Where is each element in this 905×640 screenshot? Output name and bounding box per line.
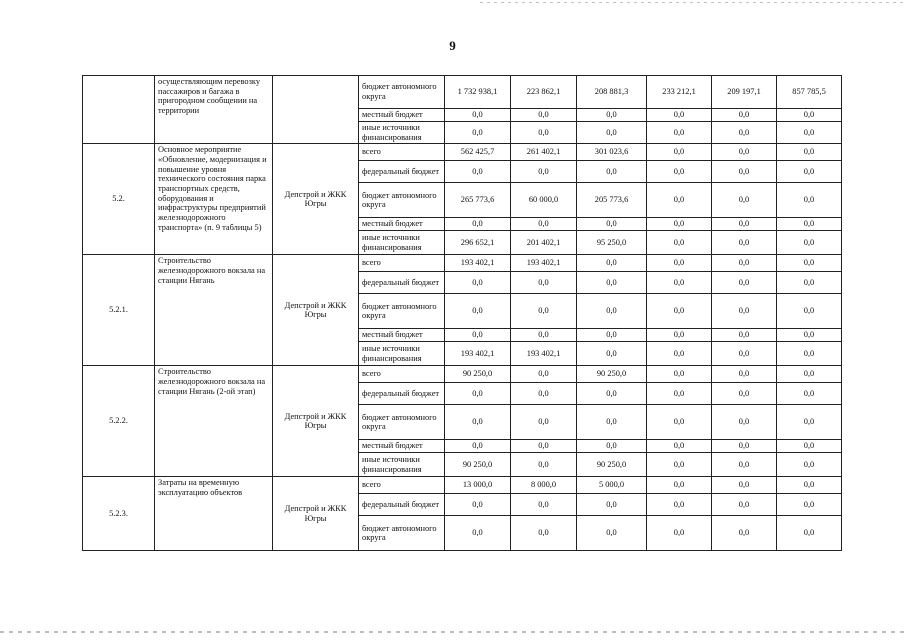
funding-source: иные источники финансирования (359, 342, 445, 366)
funding-value: 0,0 (647, 477, 712, 494)
funding-value: 0,0 (712, 440, 777, 453)
funding-source: федеральный бюджет (359, 383, 445, 405)
funding-value: 296 652,1 (445, 231, 511, 255)
funding-source: иные источники финансирования (359, 122, 445, 144)
funding-value: 0,0 (511, 272, 577, 294)
funding-value: 0,0 (777, 272, 842, 294)
funding-source: иные источники финансирования (359, 453, 445, 477)
funding-value: 0,0 (647, 122, 712, 144)
funding-value: 13 000,0 (445, 477, 511, 494)
funding-value: 0,0 (511, 218, 577, 231)
funding-value: 0,0 (712, 144, 777, 161)
funding-value: 0,0 (777, 366, 842, 383)
responsible-executor: Депстрой и ЖКК Югры (273, 366, 359, 477)
funding-value: 0,0 (647, 144, 712, 161)
funding-value: 0,0 (445, 122, 511, 144)
funding-value: 0,0 (445, 440, 511, 453)
funding-value: 0,0 (647, 342, 712, 366)
funding-value: 0,0 (647, 453, 712, 477)
funding-value: 193 402,1 (445, 342, 511, 366)
funding-value: 0,0 (647, 255, 712, 272)
funding-value: 60 000,0 (511, 183, 577, 218)
funding-value: 201 402,1 (511, 231, 577, 255)
funding-value: 90 250,0 (445, 366, 511, 383)
funding-value: 0,0 (647, 366, 712, 383)
funding-value: 0,0 (712, 255, 777, 272)
funding-value: 0,0 (712, 453, 777, 477)
funding-value: 0,0 (712, 218, 777, 231)
funding-value: 205 773,6 (577, 183, 647, 218)
funding-value: 0,0 (445, 516, 511, 551)
responsible-executor: Депстрой и ЖКК Югры (273, 255, 359, 366)
funding-value: 0,0 (712, 477, 777, 494)
funding-value: 0,0 (777, 516, 842, 551)
funding-source: федеральный бюджет (359, 272, 445, 294)
funding-value: 193 402,1 (511, 342, 577, 366)
funding-source: федеральный бюджет (359, 161, 445, 183)
funding-value: 0,0 (647, 516, 712, 551)
funding-value: 0,0 (445, 494, 511, 516)
funding-value: 0,0 (777, 342, 842, 366)
funding-value: 0,0 (511, 453, 577, 477)
funding-source: всего (359, 477, 445, 494)
funding-value: 0,0 (577, 516, 647, 551)
funding-value: 193 402,1 (445, 255, 511, 272)
funding-value: 0,0 (712, 294, 777, 329)
funding-value: 233 212,1 (647, 76, 712, 109)
funding-value: 0,0 (647, 272, 712, 294)
funding-value: 0,0 (577, 383, 647, 405)
funding-value: 0,0 (712, 231, 777, 255)
funding-value: 0,0 (712, 366, 777, 383)
funding-value: 0,0 (647, 329, 712, 342)
funding-value: 0,0 (712, 122, 777, 144)
funding-value: 0,0 (445, 405, 511, 440)
table-row (83, 366, 842, 383)
funding-value: 0,0 (445, 161, 511, 183)
funding-value: 261 402,1 (511, 144, 577, 161)
funding-source: иные источники финансирования (359, 231, 445, 255)
funding-value: 0,0 (577, 218, 647, 231)
funding-value: 0,0 (647, 183, 712, 218)
funding-value: 0,0 (712, 183, 777, 218)
table-row (83, 76, 842, 109)
funding-value: 301 023,6 (577, 144, 647, 161)
measure-description: осуществляющим перевозку пассажиров и багажа в пригородном сообщении на территории (155, 76, 273, 144)
funding-value: 0,0 (577, 255, 647, 272)
measure-id: 5.2.3. (83, 477, 155, 551)
funding-source: местный бюджет (359, 329, 445, 342)
funding-value: 0,0 (577, 294, 647, 329)
funding-value: 0,0 (511, 122, 577, 144)
funding-value: 0,0 (777, 218, 842, 231)
measure-id: 5.2.1. (83, 255, 155, 366)
funding-value: 0,0 (712, 161, 777, 183)
funding-value: 0,0 (511, 294, 577, 329)
funding-value: 208 881,3 (577, 76, 647, 109)
funding-value: 0,0 (777, 122, 842, 144)
measure-description: Строительство железнодорожного вокзала на станции Нягань (155, 255, 273, 366)
table-row (83, 255, 842, 272)
funding-value: 0,0 (445, 329, 511, 342)
scan-artifact-top (480, 2, 905, 3)
funding-value: 0,0 (647, 161, 712, 183)
funding-value: 0,0 (712, 109, 777, 122)
funding-value: 8 000,0 (511, 477, 577, 494)
funding-value: 0,0 (511, 440, 577, 453)
funding-value: 1 732 938,1 (445, 76, 511, 109)
funding-value: 0,0 (647, 440, 712, 453)
funding-source: бюджет автономного округа (359, 183, 445, 218)
funding-value: 562 425,7 (445, 144, 511, 161)
funding-value: 223 862,1 (511, 76, 577, 109)
funding-value: 0,0 (511, 494, 577, 516)
responsible-executor: Депстрой и ЖКК Югры (273, 144, 359, 255)
funding-value: 857 785,5 (777, 76, 842, 109)
funding-value: 5 000,0 (577, 477, 647, 494)
funding-value: 0,0 (511, 109, 577, 122)
funding-value: 0,0 (647, 494, 712, 516)
funding-value: 0,0 (445, 109, 511, 122)
funding-value: 0,0 (647, 218, 712, 231)
funding-value: 0,0 (777, 383, 842, 405)
funding-value: 0,0 (577, 342, 647, 366)
funding-value: 0,0 (712, 405, 777, 440)
funding-source: всего (359, 366, 445, 383)
funding-value: 209 197,1 (712, 76, 777, 109)
table-row (83, 144, 842, 161)
funding-value: 0,0 (777, 144, 842, 161)
funding-value: 90 250,0 (577, 453, 647, 477)
funding-source: всего (359, 144, 445, 161)
measure-id (83, 76, 155, 144)
measure-description: Строительство железнодорожного вокзала на станции Нягань (2-ой этап) (155, 366, 273, 477)
funding-value: 0,0 (577, 494, 647, 516)
funding-value: 0,0 (511, 405, 577, 440)
measure-id: 5.2.2. (83, 366, 155, 477)
funding-value: 0,0 (712, 516, 777, 551)
funding-value: 0,0 (712, 494, 777, 516)
table-row (83, 477, 842, 494)
funding-value: 0,0 (647, 294, 712, 329)
funding-value: 0,0 (777, 477, 842, 494)
funding-value: 0,0 (647, 383, 712, 405)
funding-value: 193 402,1 (511, 255, 577, 272)
funding-value: 0,0 (511, 383, 577, 405)
funding-source: бюджет автономного округа (359, 294, 445, 329)
funding-value: 0,0 (777, 183, 842, 218)
funding-source: бюджет автономного округа (359, 405, 445, 440)
funding-source: местный бюджет (359, 109, 445, 122)
funding-value: 0,0 (445, 383, 511, 405)
funding-value: 0,0 (712, 272, 777, 294)
funding-value: 0,0 (777, 255, 842, 272)
funding-value: 0,0 (577, 405, 647, 440)
scan-artifact-bottom (0, 631, 905, 633)
budget-table (82, 75, 842, 551)
funding-value: 0,0 (712, 383, 777, 405)
funding-source: бюджет автономного округа (359, 76, 445, 109)
funding-value: 95 250,0 (577, 231, 647, 255)
funding-value: 0,0 (577, 329, 647, 342)
funding-value: 0,0 (777, 494, 842, 516)
funding-value: 0,0 (577, 161, 647, 183)
funding-source: федеральный бюджет (359, 494, 445, 516)
funding-value: 0,0 (777, 294, 842, 329)
funding-value: 0,0 (647, 405, 712, 440)
funding-value: 0,0 (577, 109, 647, 122)
funding-value: 0,0 (445, 294, 511, 329)
funding-value: 0,0 (445, 272, 511, 294)
funding-value: 0,0 (777, 109, 842, 122)
responsible-executor (273, 76, 359, 144)
funding-value: 0,0 (577, 272, 647, 294)
measure-description: Основное мероприятие «Обновление, модернизация и повышение уровня технического состояния парка транспортных средств, оборудования и инфраструктуры предприятий железнодорожного транспорта» (п. 9 таблицы 5) (155, 144, 273, 255)
funding-value: 0,0 (511, 329, 577, 342)
funding-source: всего (359, 255, 445, 272)
funding-source: местный бюджет (359, 218, 445, 231)
funding-value: 0,0 (777, 231, 842, 255)
funding-value: 0,0 (777, 161, 842, 183)
page-number: 9 (449, 38, 456, 53)
funding-value: 0,0 (777, 405, 842, 440)
funding-value: 90 250,0 (577, 366, 647, 383)
responsible-executor: Депстрой и ЖКК Югры (273, 477, 359, 551)
funding-value: 90 250,0 (445, 453, 511, 477)
funding-source: местный бюджет (359, 440, 445, 453)
measure-description: Затраты на временную эксплуатацию объектов (155, 477, 273, 551)
funding-value: 0,0 (511, 161, 577, 183)
funding-value: 0,0 (777, 329, 842, 342)
measure-id: 5.2. (83, 144, 155, 255)
funding-value: 0,0 (511, 366, 577, 383)
funding-value: 0,0 (777, 453, 842, 477)
funding-source: бюджет автономного округа (359, 516, 445, 551)
funding-value: 265 773,6 (445, 183, 511, 218)
funding-value: 0,0 (511, 516, 577, 551)
funding-value: 0,0 (577, 122, 647, 144)
funding-value: 0,0 (712, 342, 777, 366)
funding-value: 0,0 (647, 109, 712, 122)
funding-value: 0,0 (777, 440, 842, 453)
funding-value: 0,0 (445, 218, 511, 231)
funding-value: 0,0 (712, 329, 777, 342)
funding-value: 0,0 (647, 231, 712, 255)
funding-value: 0,0 (577, 440, 647, 453)
